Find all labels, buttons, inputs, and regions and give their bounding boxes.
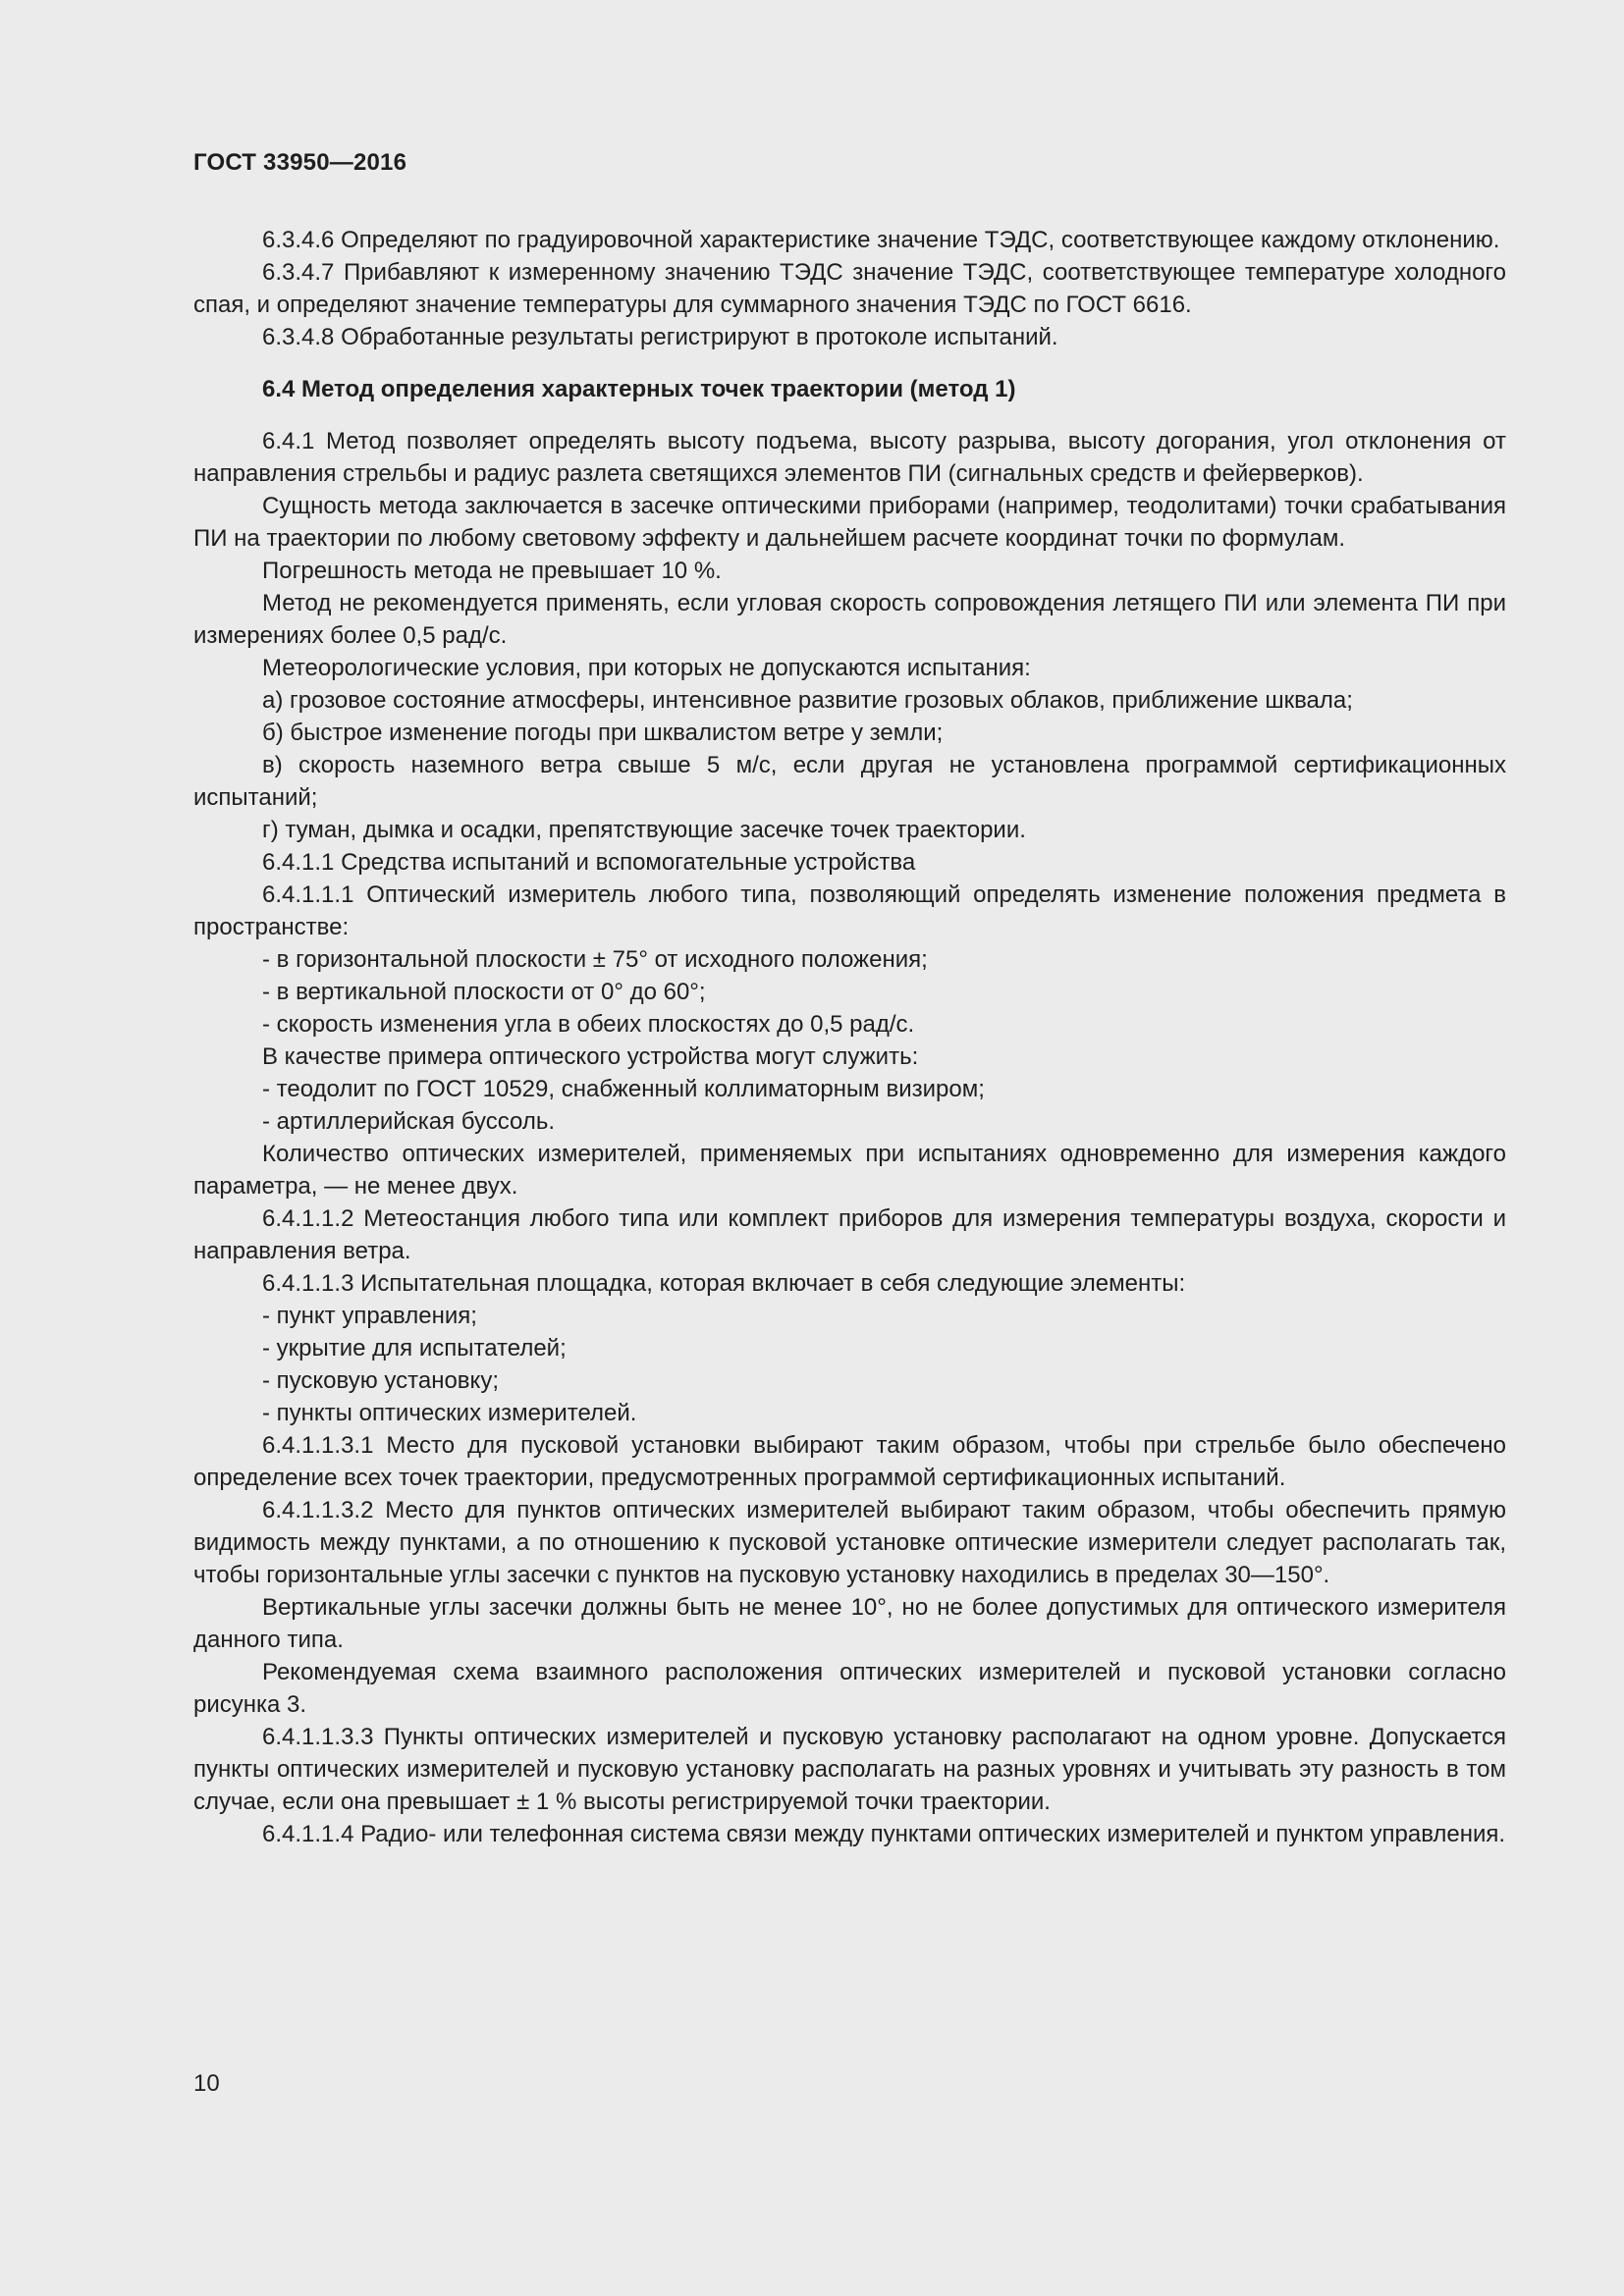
paragraph: Погрешность метода не превышает 10 %.	[262, 558, 722, 584]
paragraph: 6.4.1.1.1 Оптический измеритель любого типа, позволяющий определять изменение положения предмета в пространстве:	[193, 881, 1506, 940]
paragraph: 6.4.1.1.2 Метеостанция любого типа или комплект приборов для измерения температуры воздуха, скорости и направления ветра.	[193, 1205, 1506, 1264]
document-body	[193, 224, 1506, 1850]
subsection-heading: 6.4.1.1 Средства испытаний и вспомогательные устройства	[262, 849, 916, 876]
paragraph: Метод не рекомендуется применять, если угловая скорость сопровождения летящего ПИ или элемента ПИ при измерениях более 0,5 рад/с.	[193, 590, 1506, 649]
list-item: б) быстрое изменение погоды при шквалистом ветре у земли;	[262, 720, 944, 746]
list-item: - артиллерийская буссоль.	[262, 1108, 555, 1135]
paragraph: Количество оптических измерителей, применяемых при испытаниях одновременно для измерения каждого параметра, — не менее двух.	[193, 1141, 1506, 1200]
list-item: г) туман, дымка и осадки, препятствующие засечке точек траектории.	[262, 817, 1026, 843]
list-item: - теодолит по ГОСТ 10529, снабженный коллиматорным визиром;	[262, 1076, 985, 1102]
paragraph: 6.4.1.1.3 Испытательная площадка, которая включает в себя следующие элементы:	[262, 1270, 1186, 1297]
paragraph: 6.4.1.1.3.2 Место для пунктов оптических измерителей выбирают таким образом, чтобы обеспечить прямую видимость между пунктами, а по отношению к пусковой установке оптические измерители следует располагать так, чтобы горизонтальные углы засечки с пунктов на пусковую установку находились в пределах 30—150°.	[193, 1497, 1506, 1588]
list-item: - пункт управления;	[262, 1303, 477, 1329]
list-item: в) скорость наземного ветра свыше 5 м/с, если другая не установлена программой сертификационных испытаний;	[193, 752, 1506, 811]
paragraph: Сущность метода заключается в засечке оптическими приборами (например, теодолитами) точки срабатывания ПИ на траектории по любому световому эффекту и дальнейшем расчете координат точки по формулам.	[193, 493, 1506, 552]
list-item: - в вертикальной плоскости от 0° до 60°;	[262, 979, 706, 1005]
list-item: - в горизонтальной плоскости ± 75° от исходного положения;	[262, 946, 928, 973]
paragraph: 6.4.1 Метод позволяет определять высоту подъема, высоту разрыва, высоту догорания, угол отклонения от направления стрельбы и радиус разлета светящихся элементов ПИ (сигнальных средств и фейерверков).	[193, 428, 1506, 487]
section-heading: 6.4 Метод определения характерных точек траектории (метод 1)	[262, 376, 1016, 402]
paragraph: Вертикальные углы засечки должны быть не менее 10°, но не более допустимых для оптического измерителя данного типа.	[193, 1594, 1506, 1653]
paragraph: 6.4.1.1.3.1 Место для пусковой установки выбирают таким образом, чтобы при стрельбе было обеспечено определение всех точек траектории, предусмотренных программой сертификационных испытаний.	[193, 1432, 1506, 1491]
page-number: 10	[193, 2070, 220, 2097]
list-item: а) грозовое состояние атмосферы, интенсивное развитие грозовых облаков, приближение шквала;	[262, 687, 1353, 714]
list-item: - скорость изменения угла в обеих плоскостях до 0,5 рад/с.	[262, 1011, 915, 1038]
paragraph: 6.4.1.1.3.3 Пункты оптических измерителей и пусковую установку располагают на одном уровне. Допускается пункты оптических измерителей и пусковую установку располагать на разных уровнях и учитывать эту разность в том случае, если она превышает ± 1 % высоты регистрируемой точки траектории.	[193, 1724, 1506, 1815]
paragraph: 6.4.1.1.4 Радио- или телефонная система связи между пунктами оптических измерителей и пунктом управления.	[262, 1821, 1506, 1847]
list-item: - пункты оптических измерителей.	[262, 1400, 637, 1426]
document-header: ГОСТ 33950—2016	[193, 149, 407, 176]
paragraph: 6.3.4.8 Обработанные результаты регистрируют в протоколе испытаний.	[262, 324, 1058, 350]
list-item: - пусковую установку;	[262, 1367, 499, 1394]
paragraph: В качестве примера оптического устройства могут служить:	[262, 1043, 919, 1070]
paragraph: Рекомендуемая схема взаимного расположения оптических измерителей и пусковой установки согласно рисунка 3.	[193, 1659, 1506, 1718]
paragraph: 6.3.4.6 Определяют по градуировочной характеристике значение ТЭДС, соответствующее каждому отклонению.	[262, 227, 1500, 253]
list-item: - укрытие для испытателей;	[262, 1335, 567, 1362]
paragraph: 6.3.4.7 Прибавляют к измеренному значению ТЭДС значение ТЭДС, соответствующее температуре холодного спая, и определяют значение температуры для суммарного значения ТЭДС по ГОСТ 6616.	[193, 259, 1506, 318]
paragraph: Метеорологические условия, при которых не допускаются испытания:	[262, 655, 1031, 681]
